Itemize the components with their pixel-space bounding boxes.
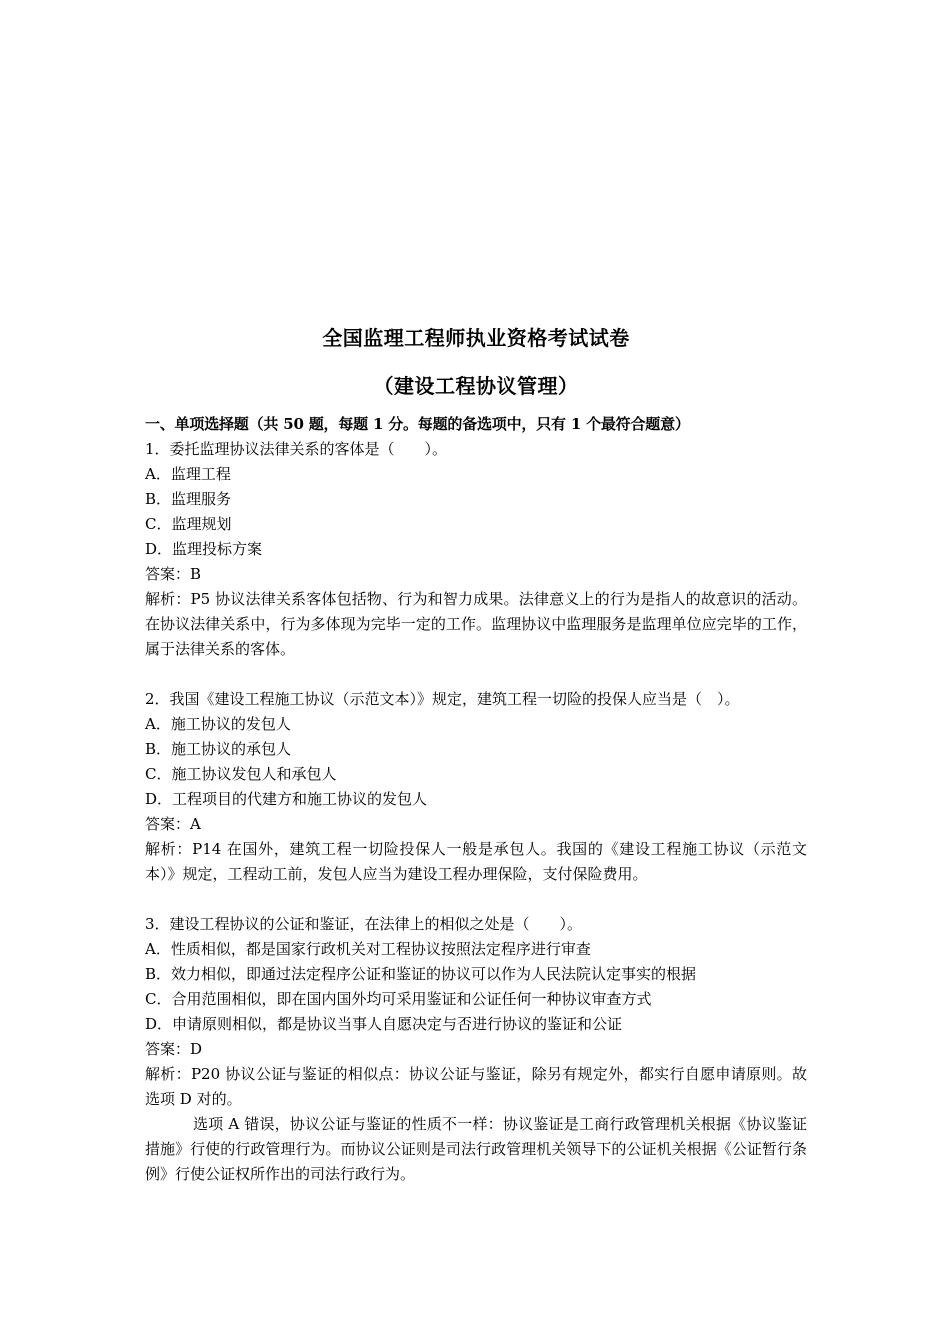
option-a: A．施工协议的发包人 [145,715,291,733]
option-c: C．施工协议发包人和承包人 [145,765,337,783]
answer: 答案：D [145,1040,203,1058]
question-stem: 3．建设工程协议的公证和鉴证，在法律上的相似之处是（ ）。 [145,915,583,933]
answer: 答案：B [145,565,202,583]
question-2 [145,687,807,887]
option-d: D．监理投标方案 [145,540,263,558]
option-d: D．工程项目的代建方和施工协议的发包人 [145,790,428,808]
section-heading: 一、单项选择题（共 50 题，每题 1 分。每题的备选项中，只有 1 个最符合题意） [145,415,690,433]
question-stem: 2．我国《建设工程施工协议（示范文本）》规定，建筑工程一切险的投保人应当是（ ）。 [145,690,740,708]
option-a: A．监理工程 [145,465,231,483]
question-1 [145,437,807,662]
document-body [145,412,807,1187]
option-b: B．效力相似，即通过法定程序公证和鉴证的协议可以作为人民法院认定事实的根据 [145,965,697,983]
analysis-continued: 选项 A 错误，协议公证与鉴证的性质不一样：协议鉴证是工商行政管理机关根据《协议鉴证措施》行使的行政管理行为。而协议公证则是司法行政管理机关领导下的公证机关根据《公证暂行条例》行使公证权所作出的司法行政行为。 [145,1115,807,1183]
analysis: 解析：P5 协议法律关系客体包括物、行为和智力成果。法律意义上的行为是指人的故意识的活动。在协议法律关系中，行为多体现为完毕一定的工作。监理协议中监理服务是监理单位应完毕的工作，属于法律关系的客体。 [145,590,807,658]
page-subtitle: （建设工程协议管理） [373,374,579,398]
option-a: A．性质相似，都是国家行政机关对工程协议按照法定程序进行审查 [145,940,591,958]
question-3 [145,912,807,1187]
option-d: D．申请原则相似，都是协议当事人自愿决定与否进行协议的鉴证和公证 [145,1015,623,1033]
answer: 答案：A [145,815,201,833]
option-b: B．监理服务 [145,490,232,508]
analysis: 解析：P20 协议公证与鉴证的相似点：协议公证与鉴证，除另有规定外，都实行自愿申请原则。故选项 D 对的。 [145,1065,807,1108]
option-b: B．施工协议的承包人 [145,740,292,758]
analysis: 解析：P14 在国外，建筑工程一切险投保人一般是承包人。我国的《建设工程施工协议（示范文本）》规定，工程动工前，发包人应当为建设工程办理保险，支付保险费用。 [145,840,807,883]
option-c: C．监理规划 [145,515,232,533]
question-stem: 1．委托监理协议法律关系的客体是（ ）。 [145,440,448,458]
spacer [145,887,807,912]
option-c: C．合用范围相似，即在国内国外均可采用鉴证和公证任何一种协议审查方式 [145,990,652,1008]
spacer [145,662,807,687]
page-title: 全国监理工程师执业资格考试试卷 [322,326,630,350]
